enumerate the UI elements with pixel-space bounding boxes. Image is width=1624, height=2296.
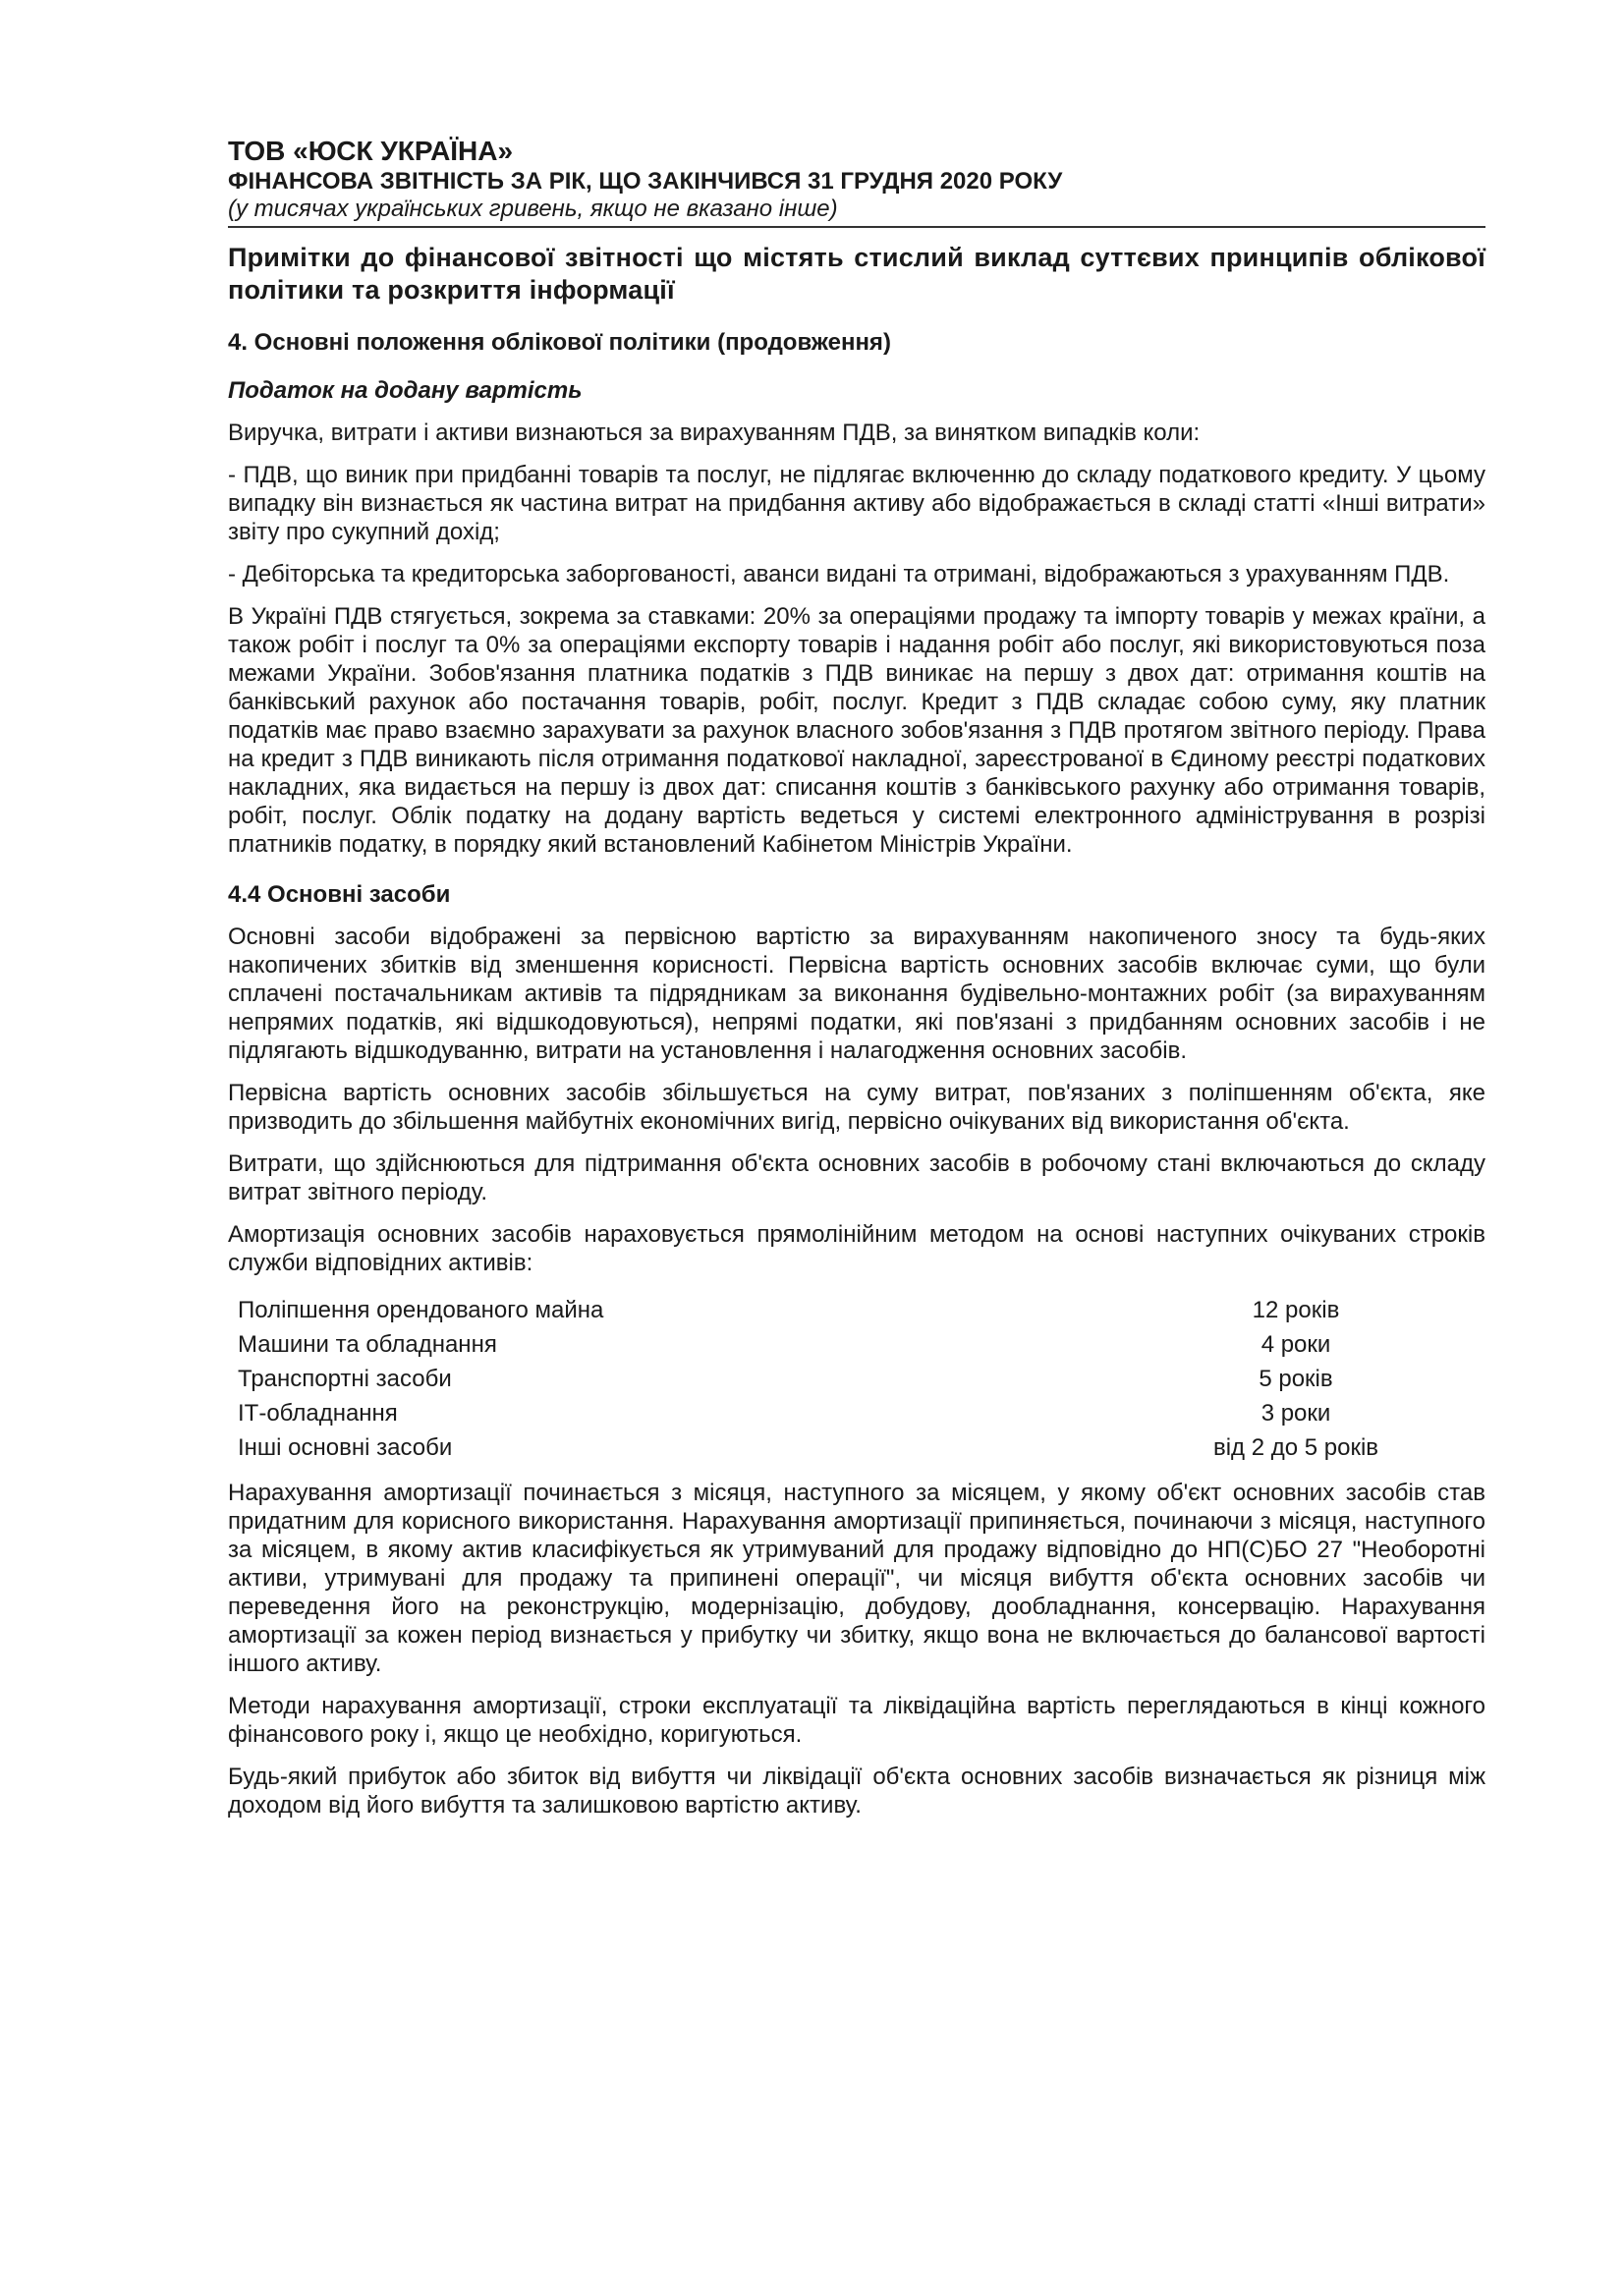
asset-category: ІТ-обладнання [238, 1400, 398, 1427]
vat-paragraph: В Україні ПДВ стягується, зокрема за ставками: 20% за операціями продажу та імпорту товарів у межах країни, а також робіт і послуг та 0% за операціями експорту товарів і надання робіт або послуг, які використовуються поза межами України. Зобов'язання платника податків з ПДВ виникає на першу з двох дат: отримання коштів на банківський рахунок або постачання товарів, робіт, послуг. Кредит з ПДВ складає собою суму, яку платник податків має право взаємно зарахувати за рахунок власного зобов'язання з ПДВ протягом звітного періоду. Права на кредит з ПДВ виникають після отримання податкової накладної, зареєстрованої в Єдиному реєстрі податкових накладних, яка видається на першу із двох дат: списання коштів з банківського рахунку або отримання товарів, робіт, послуг. Облік податку на додану вартість ведеться у системі електронного адміністрування в розрізі платників податку, в порядку який встановлений Кабінетом Міністрів України. [228, 603, 1485, 858]
fixed-assets-paragraph: Витрати, що здійснюються для підтримання об'єкта основних засобів в робочому стані включаються до складу витрат звітного періоду. [228, 1150, 1485, 1205]
useful-life: 3 роки [1260, 1400, 1331, 1427]
vat-paragraph: - ПДВ, що виник при придбанні товарів та послуг, не підлягає включенню до складу податкового кредиту. У цьому випадку він визнається як частина витрат на придбання активу або відображається в складі статті «Інші витрати» звіту про сукупний дохід; [228, 462, 1485, 545]
section-heading: 4. Основні положення облікової політики (продовження) [228, 329, 891, 356]
document-header [228, 136, 1485, 228]
fixed-assets-paragraph: Амортизація основних засобів нараховується прямолінійним методом на основі наступних очікуваних строків служби відповідних активів: [228, 1221, 1485, 1276]
asset-category: Машини та обладнання [238, 1331, 497, 1358]
asset-category: Поліпшення орендованого майна [238, 1297, 604, 1323]
useful-life: 12 років [1252, 1297, 1340, 1323]
units-note: (у тисячах українських гривень, якщо не вказано інше) [228, 196, 838, 222]
page-content [228, 136, 1485, 1820]
report-title: ФІНАНСОВА ЗВІТНІСТЬ ЗА РІК, ЩО ЗАКІНЧИВСЯ 31 ГРУДНЯ 2020 РОКУ [228, 168, 1063, 195]
asset-category: Інші основні засоби [238, 1434, 453, 1461]
asset-category: Транспортні засоби [238, 1366, 452, 1392]
fixed-assets-paragraph: Основні засоби відображені за первісною вартістю за вирахуванням накопиченого зносу та будь-яких накопичених збитків від зменшення корисності. Первісна вартість основних засобів включає суми, що були сплачені постачальникам активів та підрядникам за виконання будівельно-монтажних робіт (за вирахуванням непрямих податків, які відшкодовуються), непрямі податки, які пов'язані з придбанням основних засобів і не підлягають відшкодуванню, витрати на установлення і налагодження основних засобів. [228, 924, 1485, 1064]
useful-life: від 2 до 5 років [1212, 1434, 1379, 1461]
header-divider [228, 226, 1485, 228]
table-row [238, 1430, 1399, 1465]
useful-life: 5 років [1259, 1366, 1333, 1392]
vat-paragraph: - Дебіторська та кредиторська заборгованості, аванси видані та отримані, відображаються з урахуванням ПДВ. [228, 561, 1450, 588]
fixed-assets-heading: 4.4 Основні засоби [228, 881, 451, 908]
vat-heading: Податок на додану вартість [228, 377, 583, 404]
table-row [238, 1362, 1399, 1396]
table-row [238, 1327, 1399, 1362]
table-row [238, 1293, 1399, 1327]
vat-paragraph: Виручка, витрати і активи визнаються за вирахуванням ПДВ, за винятком випадків коли: [228, 420, 1201, 446]
useful-lives-table [238, 1293, 1399, 1465]
fixed-assets-paragraph: Методи нарахування амортизації, строки експлуатації та ліквідаційна вартість переглядаються в кінці кожного фінансового року і, якщо це необхідно, коригуються. [228, 1693, 1485, 1748]
vat-section [228, 376, 1485, 859]
table-row [238, 1396, 1399, 1430]
useful-life: 4 роки [1260, 1331, 1331, 1358]
fixed-assets-paragraph: Первісна вартість основних засобів збільшується на суму витрат, пов'язаних з поліпшенням об'єкта, яке призводить до збільшення майбутніх економічних вигід, первісно очікуваних від використання об'єкта. [228, 1080, 1485, 1135]
fixed-assets-paragraph: Будь-який прибуток або збиток від вибуття чи ліквідації об'єкта основних засобів визначається як різниця між доходом від його вибуття та залишковою вартістю активу. [228, 1764, 1485, 1819]
company-name: ТОВ «ЮСК УКРАЇНА» [228, 136, 514, 166]
notes-title: Примітки до фінансової звітності що містять стислий виклад суттєвих принципів облікової політики та розкриття інформації [228, 243, 1485, 305]
fixed-assets-paragraph: Нарахування амортизації починається з місяця, наступного за місяцем, у якому об'єкт основних засобів став придатним для корисного використання. Нарахування амортизації припиняється, починаючи з місяця, наступного за місяцем, в якому актив класифікується як утримуваний для продажу відповідно до НП(С)БО 27 "Необоротні активи, утримувані для продажу та припинені операції", чи місяця вибуття об'єкта основних засобів чи переведення його на реконструкцію, модернізацію, добудову, дообладнання, консервацію. Нарахування амортизації за кожен період визнається у прибутку чи збитку, якщо вона не включається до балансової вартості іншого активу. [228, 1480, 1485, 1677]
fixed-assets-section [228, 880, 1485, 1820]
